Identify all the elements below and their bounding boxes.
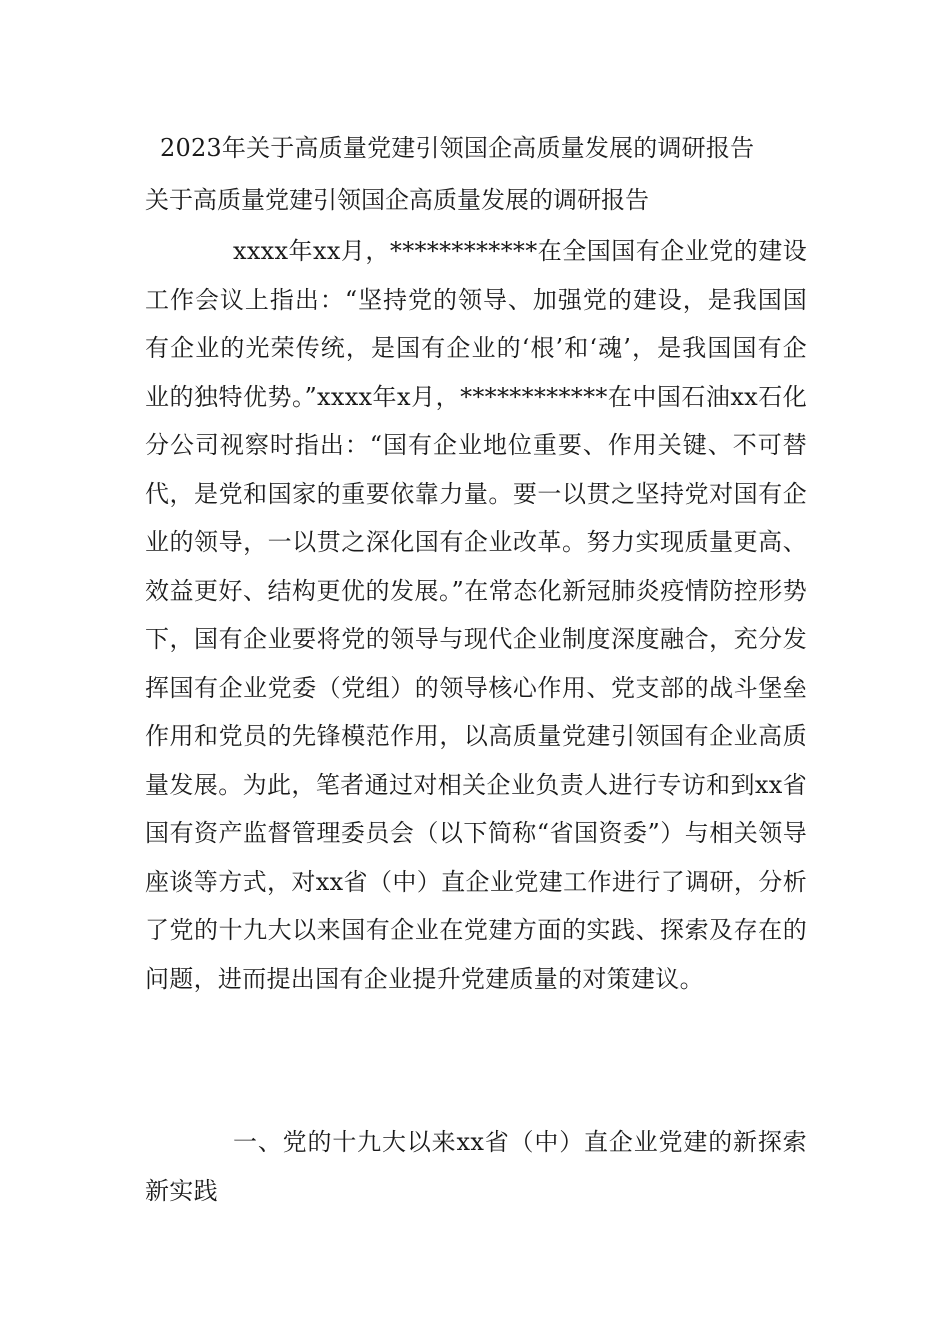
document-subtitle: 关于高质量党建引领国企高质量发展的调研报告	[145, 186, 649, 214]
section-heading: 一、党的十九大以来xx省（中）直企业党建的新探索新实践	[145, 1128, 807, 1205]
body-paragraph: xxxx年xx月，************在全国国有企业党的建设工作会议上指出：“坚持党的领导、加强党的建设，是我国国有企业的光荣传统，是国有企业的‘根’和‘魂’，是我国国有企业的独特优势。”xxxx年x月，************在中国石油xx石化分公司视察时指出：“国有企业地位重要、作用关键、不可替代，是党和国家的重要依靠力量。要一以贯之坚持党对国有企业的领导，一以贯之深化国有企业改革。努力实现质量更高、效益更好、结构更优的发展。”在常态化新冠肺炎疫情防控形势下，国有企业要将党的领导与现代企业制度深度融合，充分发挥国有企业党委（党组）的领导核心作用、党支部的战斗堡垒作用和党员的先锋模范作用，以高质量党建引领国有企业高质量发展。为此，笔者通过对相关企业负责人进行专访和到xx省国有资产监督管理委员会（以下简称“省国资委”）与相关领导座谈等方式，对xx省（中）直企业党建工作进行了调研，分析了党的十九大以来国有企业在党建方面的实践、探索及存在的问题，进而提出国有企业提升党建质量的对策建议。	[145, 237, 807, 993]
document-title: 2023年关于高质量党建引领国企高质量发展的调研报告	[160, 134, 755, 162]
